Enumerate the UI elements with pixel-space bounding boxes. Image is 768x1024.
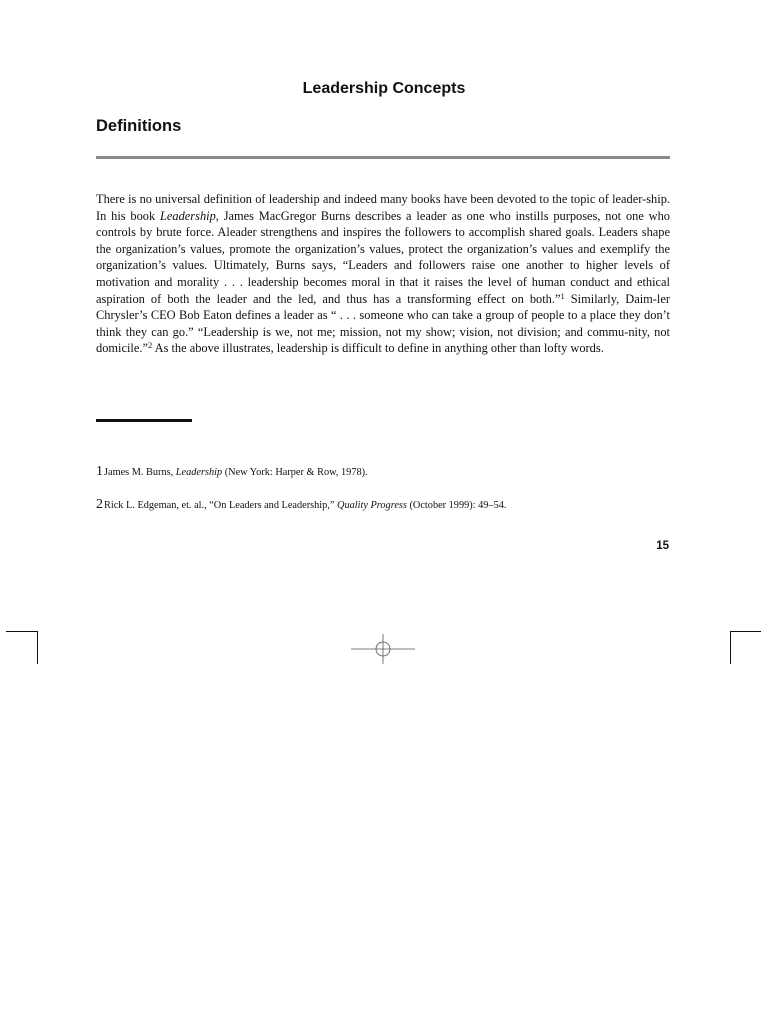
book-title-leadership: Leadership (160, 208, 216, 223)
registration-mark-icon (351, 634, 415, 664)
paragraph-text-4: As the above illustrates, leadership is difficult to define in anything other than lofty words. (152, 341, 604, 356)
footnote-text: Rick L. Edgeman, et. al., “On Leaders and Leadership,” (104, 500, 338, 511)
footnote-1 (96, 465, 670, 480)
footnote-text: (October 1999): 49–54. (406, 500, 507, 511)
footnote-reference-2[interactable]: 2 (147, 340, 153, 351)
crop-mark-right-horizontal (730, 631, 761, 632)
footnote-text: (New York: Harper & Row, 1978). (222, 467, 368, 478)
footnote-2 (96, 498, 670, 513)
footnote-number: 2 (96, 497, 103, 512)
body-paragraph (96, 191, 670, 357)
paragraph-text-1: There is no universal definition of leadership and indeed many books have been devoted to the topic of leader-ship. In his book (96, 192, 670, 223)
section-heading: Definitions (96, 117, 182, 135)
page-number: 15 (656, 540, 669, 552)
footnote-separator (96, 419, 192, 422)
paragraph-text-3: Similarly, Daim-ler Chrysler’s CEO Bob Eaton defines a leader as “ . . . someone who can take a group of people to a place they don’t think they can go.” “Leadership is we, not me; mission, not my show; vision, not division; and commu-nity, not domicile.” (96, 291, 670, 356)
page-title: Leadership Concepts (302, 80, 466, 97)
paragraph-text-2: , James MacGregor Burns describes a leader as one who instills purposes, not one who controls by brute force. Aleader strengthens and inspires the followers to accomplish shared goals. Leaders shape the organization’s values, promote the organization’s values, protect the organization’s values and exemplify the organization’s values. Ultimately, Burns says, “Leaders and followers raise one another to higher levels of motivation and morality . . . leadership becomes moral in that it raises the level of human conduct and ethical aspiration of both the leader and the led, and thus has a transforming effect on both.” (96, 208, 670, 306)
footnote-reference-1[interactable]: 1 (560, 290, 565, 301)
footnote-text: James M. Burns, (104, 467, 176, 478)
crop-mark-left-vertical (37, 631, 38, 664)
footnote-italic-title: Quality Progress (337, 500, 407, 511)
crop-mark-right-vertical (730, 631, 731, 664)
section-divider (96, 156, 670, 159)
crop-mark-left-horizontal (6, 631, 38, 632)
footnote-number: 1 (96, 464, 103, 479)
footnote-italic-title: Leadership (175, 467, 223, 478)
